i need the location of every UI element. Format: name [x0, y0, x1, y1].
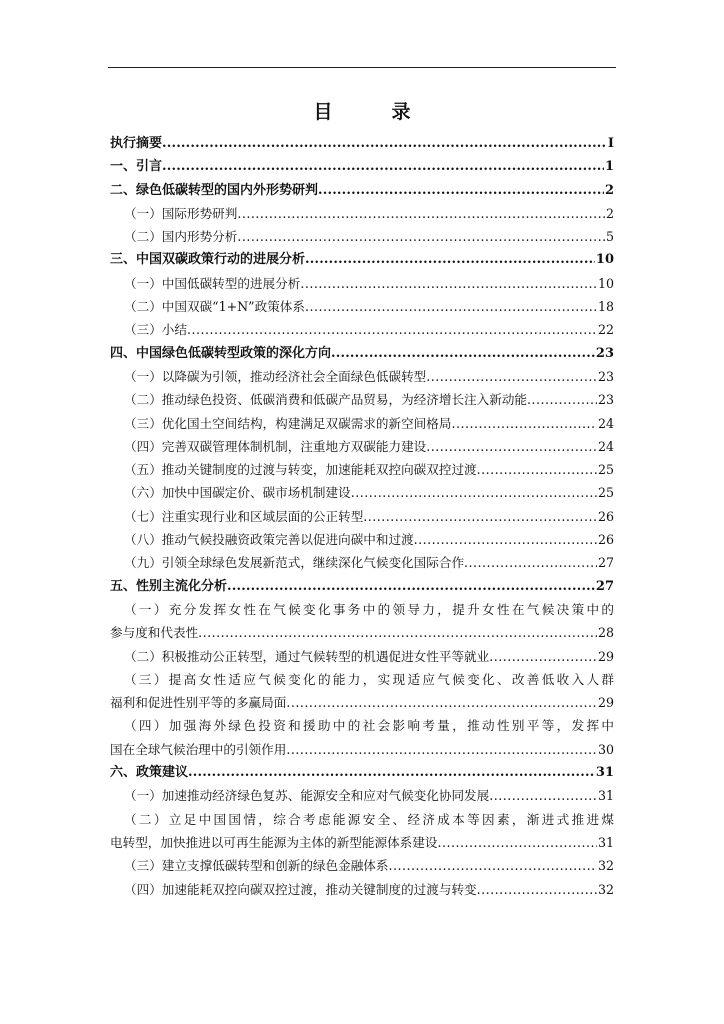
toc-leader: [414, 528, 597, 551]
toc-entry-6-3[interactable]: [110, 854, 614, 877]
toc-leader: [162, 132, 607, 155]
toc-entry-text: 五、性别主流化分析: [110, 578, 228, 594]
toc-leader: [162, 155, 604, 178]
toc-entry-4-8[interactable]: [110, 528, 614, 551]
toc-entry-5-2[interactable]: [110, 645, 614, 668]
toc-page-number: 1: [604, 159, 614, 175]
toc-entry-text: （三）提高女性适应气候变化的能力，实现适应气候变化、改善低收入人群: [124, 671, 614, 687]
toc-leader: [188, 761, 595, 784]
toc-leader: [426, 365, 597, 388]
toc-leader: [477, 458, 597, 481]
toc-leader: [187, 318, 597, 341]
toc-entry-3-1[interactable]: [110, 272, 614, 295]
toc-entry-text: （七）注重实现行业和区域层面的公正转型: [124, 508, 364, 524]
toc-entry-text: 福利和促进性别平等的多赢局面: [110, 695, 287, 711]
toc-entry-text: （三）优化国土空间结构，构建满足双碳需求的新空间格局: [124, 415, 452, 431]
toc-page-number: 32: [597, 881, 614, 897]
toc-entry-text: （二）中国双碳“1+N”政策体系: [124, 299, 305, 315]
toc-page-number: 26: [597, 532, 614, 548]
toc-entry-text: （一）加速推动经济绿色复苏、能源安全和应对气候变化协同发展: [124, 788, 490, 804]
toc-page-number: 32: [597, 858, 614, 874]
toc-leader: [237, 202, 605, 225]
toc-entry-text: （二）积极推动公正转型，通过气候转型的机遇促进女性平等就业: [124, 648, 490, 664]
toc-entry-text: 参与度和代表性: [110, 625, 199, 641]
toc-entry-4-5[interactable]: [110, 458, 614, 481]
toc-entry-text: 三、中国双碳政策行动的进展分析: [110, 252, 306, 268]
toc-page-number: 31: [597, 834, 614, 850]
toc-page-number: 29: [597, 695, 614, 711]
toc-entry-introduction[interactable]: [110, 155, 614, 178]
toc-page-number: 28: [597, 625, 614, 641]
toc-entry-chapter-4[interactable]: [110, 342, 614, 365]
toc-leader: [305, 295, 597, 318]
toc-entry-4-2[interactable]: [110, 388, 614, 411]
toc-entry-chapter-5[interactable]: [110, 575, 614, 598]
toc-page-number: 2: [605, 205, 614, 221]
toc-leader: [237, 225, 605, 248]
toc-leader: [351, 481, 597, 504]
toc-entry-4-4[interactable]: [110, 435, 614, 458]
toc-entry-text: （二）国内形势分析: [124, 229, 238, 245]
toc-entry-text: 电转型，加快推进以可再生能源为主体的新型能源体系建设: [110, 834, 438, 850]
toc-leader: [426, 435, 597, 458]
toc-page-number: 5: [605, 229, 614, 245]
toc-page-number: 23: [597, 368, 614, 384]
toc-entry-2-2[interactable]: [110, 225, 614, 248]
toc-entry-text: 二、绿色低碳转型的国内外形势研判: [110, 182, 319, 198]
toc-page-number: 24: [597, 438, 614, 454]
toc-entry-text: （四）加速能耗双控向碳双控过渡，推动关键制度的过渡与转变: [124, 881, 477, 897]
toc-entry-5-4[interactable]: [110, 714, 614, 737]
toc-page-number: 25: [597, 485, 614, 501]
toc-entry-2-1[interactable]: [110, 202, 614, 225]
toc-leader: [318, 179, 604, 202]
toc-page-number: 30: [597, 741, 614, 757]
toc-page-number: 10: [597, 275, 614, 291]
toc-entry-text: （八）推动气候投融资政策完善以促进向碳中和过渡: [124, 532, 414, 548]
toc-entry-text: （五）推动关键制度的过渡与转变，加速能耗双控向碳双控过渡: [124, 462, 477, 478]
toc-entry-chapter-3[interactable]: [110, 248, 614, 271]
toc-entry-text: 六、政策建议: [110, 765, 189, 781]
toc-entry-4-1[interactable]: [110, 365, 614, 388]
toc-entry-text: （四）完善双碳管理体制机制，注重地方双碳能力建设: [124, 438, 427, 454]
toc-page-number: 18: [597, 299, 614, 315]
toc-page-number: 26: [597, 508, 614, 524]
toc-entry-5-4-continued[interactable]: [110, 738, 614, 761]
table-of-contents: [110, 132, 614, 901]
toc-entry-6-1[interactable]: [110, 784, 614, 807]
toc-leader: [451, 412, 597, 435]
page-title: 目 录: [313, 101, 431, 123]
toc-leader: [489, 645, 597, 668]
toc-entry-text: （一）中国低碳转型的进展分析: [124, 275, 301, 291]
toc-entry-text: （二）立足中国国情，综合考虑能源安全、经济成本等因素，渐进式推进煤: [124, 811, 614, 827]
toc-entry-6-2[interactable]: [110, 808, 614, 831]
toc-entry-text: （一）充分发挥女性在气候变化事务中的领导力，提升女性在气候决策中的: [124, 601, 614, 617]
toc-leader: [286, 738, 597, 761]
toc-entry-5-1[interactable]: [110, 598, 614, 621]
toc-entry-3-2[interactable]: [110, 295, 614, 318]
toc-entry-text: （四）加强海外绿色投资和援助中的社会影响考量，推动性别平等，发挥中: [124, 718, 614, 734]
toc-leader: [527, 388, 597, 411]
toc-entry-executive-summary[interactable]: [110, 132, 614, 155]
toc-leader: [477, 878, 597, 901]
toc-entry-text: （三）建立支撑低碳转型和创新的绿色金融体系: [124, 858, 389, 874]
toc-leader: [305, 248, 595, 271]
toc-leader: [489, 784, 597, 807]
toc-entry-text: 四、中国绿色低碳转型政策的深化方向: [110, 345, 332, 361]
toc-page-number: 10: [595, 252, 614, 268]
toc-page-number: 31: [597, 788, 614, 804]
toc-entry-4-9[interactable]: [110, 551, 614, 574]
toc-page-number: 25: [597, 462, 614, 478]
toc-page-number: I: [607, 136, 614, 151]
header-rule: [108, 67, 616, 68]
toc-page-number: 24: [597, 415, 614, 431]
toc-entry-4-6[interactable]: [110, 481, 614, 504]
toc-page-number: 29: [597, 648, 614, 664]
toc-entry-3-3[interactable]: [110, 318, 614, 341]
toc-leader: [227, 575, 595, 598]
toc-entry-text: （一）以降碳为引领，推动经济社会全面绿色低碳转型: [124, 368, 427, 384]
toc-leader: [300, 272, 597, 295]
toc-entry-4-7[interactable]: [110, 505, 614, 528]
toc-entry-text: （六）加快中国碳定价、碳市场机制建设: [124, 485, 351, 501]
toc-entry-4-3[interactable]: [110, 412, 614, 435]
toc-entry-chapter-6[interactable]: [110, 761, 614, 784]
toc-entry-text: （一）国际形势研判: [124, 205, 238, 221]
toc-entry-text: （九）引领全球绿色发展新范式，继续深化气候变化国际合作: [124, 555, 465, 571]
toc-entry-6-2-continued[interactable]: [110, 831, 614, 854]
toc-entry-text: 国在全球气候治理中的引领作用: [110, 741, 287, 757]
toc-page-number: 31: [595, 765, 614, 781]
toc-entry-5-1-continued[interactable]: [110, 621, 614, 644]
toc-leader: [286, 691, 597, 714]
toc-page-number: 2: [604, 182, 614, 198]
toc-entry-5-3[interactable]: [110, 668, 614, 691]
toc-leader: [464, 551, 597, 574]
toc-entry-text: （二）推动绿色投资、低碳消费和低碳产品贸易，为经济增长注入新动能: [124, 392, 527, 408]
toc-entry-text: （三）小结: [124, 322, 187, 338]
toc-page-number: 27: [595, 578, 614, 594]
toc-leader: [437, 831, 597, 854]
toc-page-number: 27: [597, 555, 614, 571]
toc-page-number: 22: [597, 322, 614, 338]
toc-page-number: 23: [595, 345, 614, 361]
toc-leader: [331, 342, 595, 365]
toc-page-number: 23: [597, 392, 614, 408]
toc-leader: [198, 621, 597, 644]
toc-entry-6-4[interactable]: [110, 878, 614, 901]
toc-leader: [363, 505, 597, 528]
toc-entry-chapter-2[interactable]: [110, 179, 614, 202]
toc-leader: [388, 854, 597, 877]
toc-entry-5-3-continued[interactable]: [110, 691, 614, 714]
toc-entry-text: 一、引言: [110, 159, 163, 175]
toc-entry-text: 执行摘要: [110, 136, 163, 151]
